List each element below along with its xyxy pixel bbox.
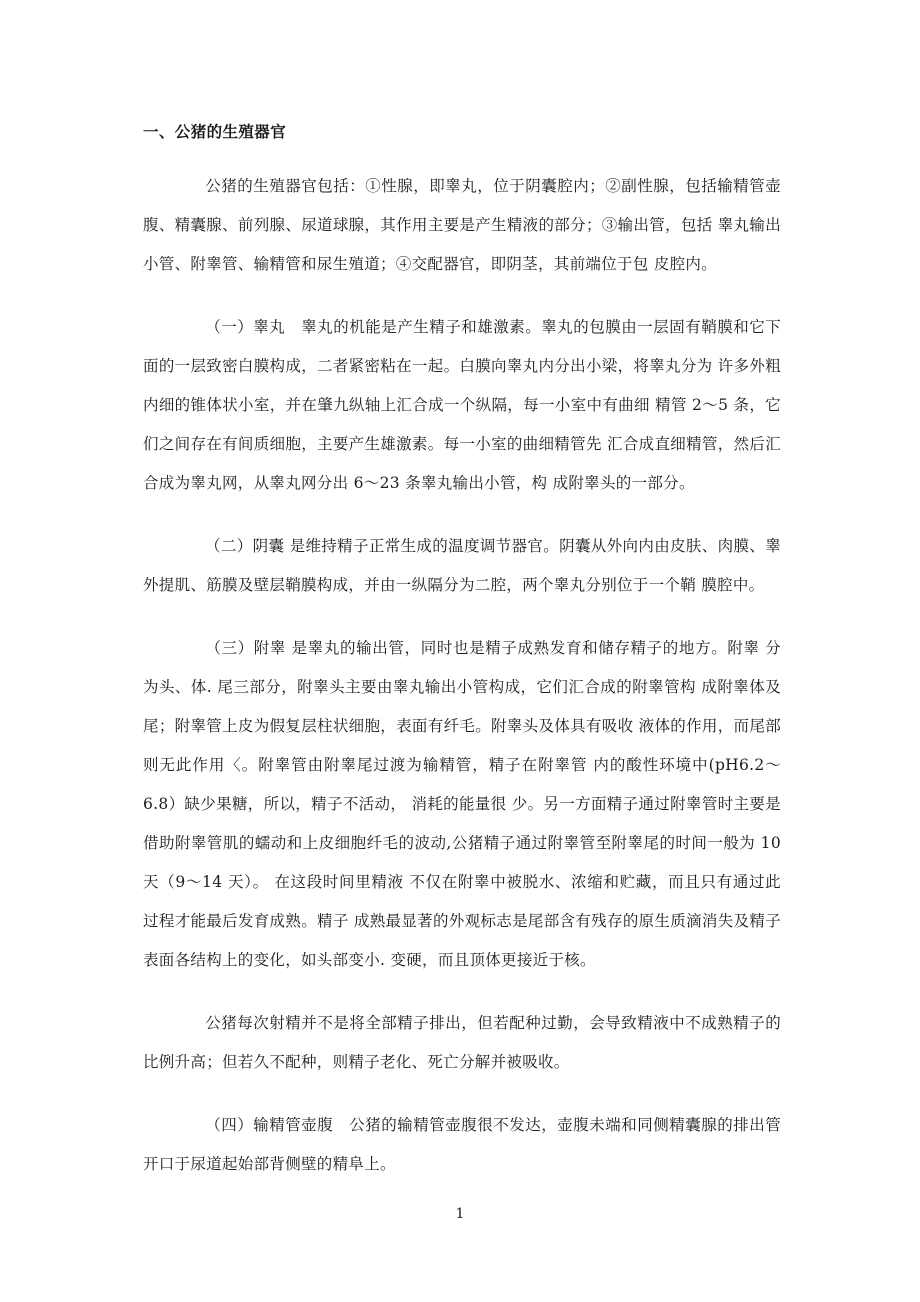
paragraph-spacer-1 — [143, 284, 781, 308]
paragraph-spacer-4 — [143, 980, 781, 1004]
paragraph-ampulla — [143, 1106, 781, 1184]
paragraph-spacer-5 — [143, 1082, 781, 1106]
paragraph-overview — [143, 167, 781, 284]
paragraph-ampulla-text: （四）输精管壶腹 公猪的输精管壶腹很不发达，壶腹未端和同侧精囊腺的排出管开口于尿道起始部背侧壁的精阜上。 — [143, 1116, 781, 1173]
paragraph-epididymis — [143, 629, 781, 980]
document-body — [143, 112, 781, 1184]
paragraph-ejaculation-text: 公猪每次射精并不是将全部精子排出，但若配种过勤，会导致精液中不成熟精子的比例升高；但若久不配种，则精子老化、死亡分解并被吸收。 — [143, 1014, 781, 1071]
paragraph-spacer-3 — [143, 605, 781, 629]
paragraph-ejaculation — [143, 1004, 781, 1082]
paragraph-testis — [143, 308, 781, 503]
heading-spacer — [143, 151, 781, 167]
paragraph-scrotum — [143, 527, 781, 605]
paragraph-overview-text: 公猪的生殖器官包括：①性腺，即睾丸，位于阴囊腔内；②副性腺，包括输精管壶腹、精囊腺、前列腺、尿道球腺，其作用主要是产生精液的部分；③输出管，包括 睾丸输出小管、附睾管、输精管和尿生殖道；④交配器官，即阴茎，其前端位于包 皮腔内。 — [143, 177, 781, 273]
paragraph-epididymis-text: （三）附睾 是睾丸的输出管，同时也是精子成熟发育和储存精子的地方。附睾 分为头、体. 尾三部分，附睾头主要由睾丸输出小管构成，它们汇合成的附睾管构 成附睾体及尾；附睾管上皮为假复层柱状细胞，表面有纤毛。附睾头及体具有吸收 液体的作用，而尾部则无此作用〈。附睾管由附睾尾过渡为输精管，精子在附睾管 内的酸性环境中(pH6.2～6.8）缺少果糖，所以，精子不活动， 消耗的能量很 少。另一方面精子通过附睾管时主要是借助附睾管肌的蠕动和上皮细胞纤毛的波动,公猪精子通过附睾管至附睾尾的时间一般为 10 天（9～14 天）。 在这段时间里精液 不仅在附睾中被脱水、浓缩和贮藏，而且只有通过此过程才能最后发育成熟。精子 成熟最显著的外观标志是尾部含有残存的原生质滴消失及精子表面各结构上的变化，如头部变小. 变硬，而且顶体更接近于核。 — [143, 639, 781, 969]
page-title: 一、公猪的生殖器官 — [143, 122, 287, 141]
paragraph-scrotum-text: （二）阴囊 是维持精子正常生成的温度调节器官。阴囊从外向内由皮肤、肉膜、睾外提肌、筋膜及壁层鞘膜构成，并由一纵隔分为二腔，两个睾丸分别位于一个鞘 膜腔中。 — [143, 537, 781, 594]
page-number: 1 — [455, 1206, 465, 1222]
paragraph-spacer-2 — [143, 503, 781, 527]
paragraph-testis-text: （一）睾丸 睾丸的机能是产生精子和雄激素。睾丸的包膜由一层固有鞘膜和它下面的一层致密白膜构成，二者紧密粘在一起。白膜向睾丸内分出小梁，将睾丸分为 许多外粗内细的锥体状小室，并在肇九纵轴上汇合成一个纵隔，每一小室中有曲细 精管 2～5 条，它们之间存在有间质细胞，主要产生雄激素。每一小室的曲细精管先 汇合成直细精管，然后汇合成为睾丸网，从睾丸网分出 6～23 条睾丸输出小管，构 成附睾头的一部分。 — [143, 318, 781, 492]
